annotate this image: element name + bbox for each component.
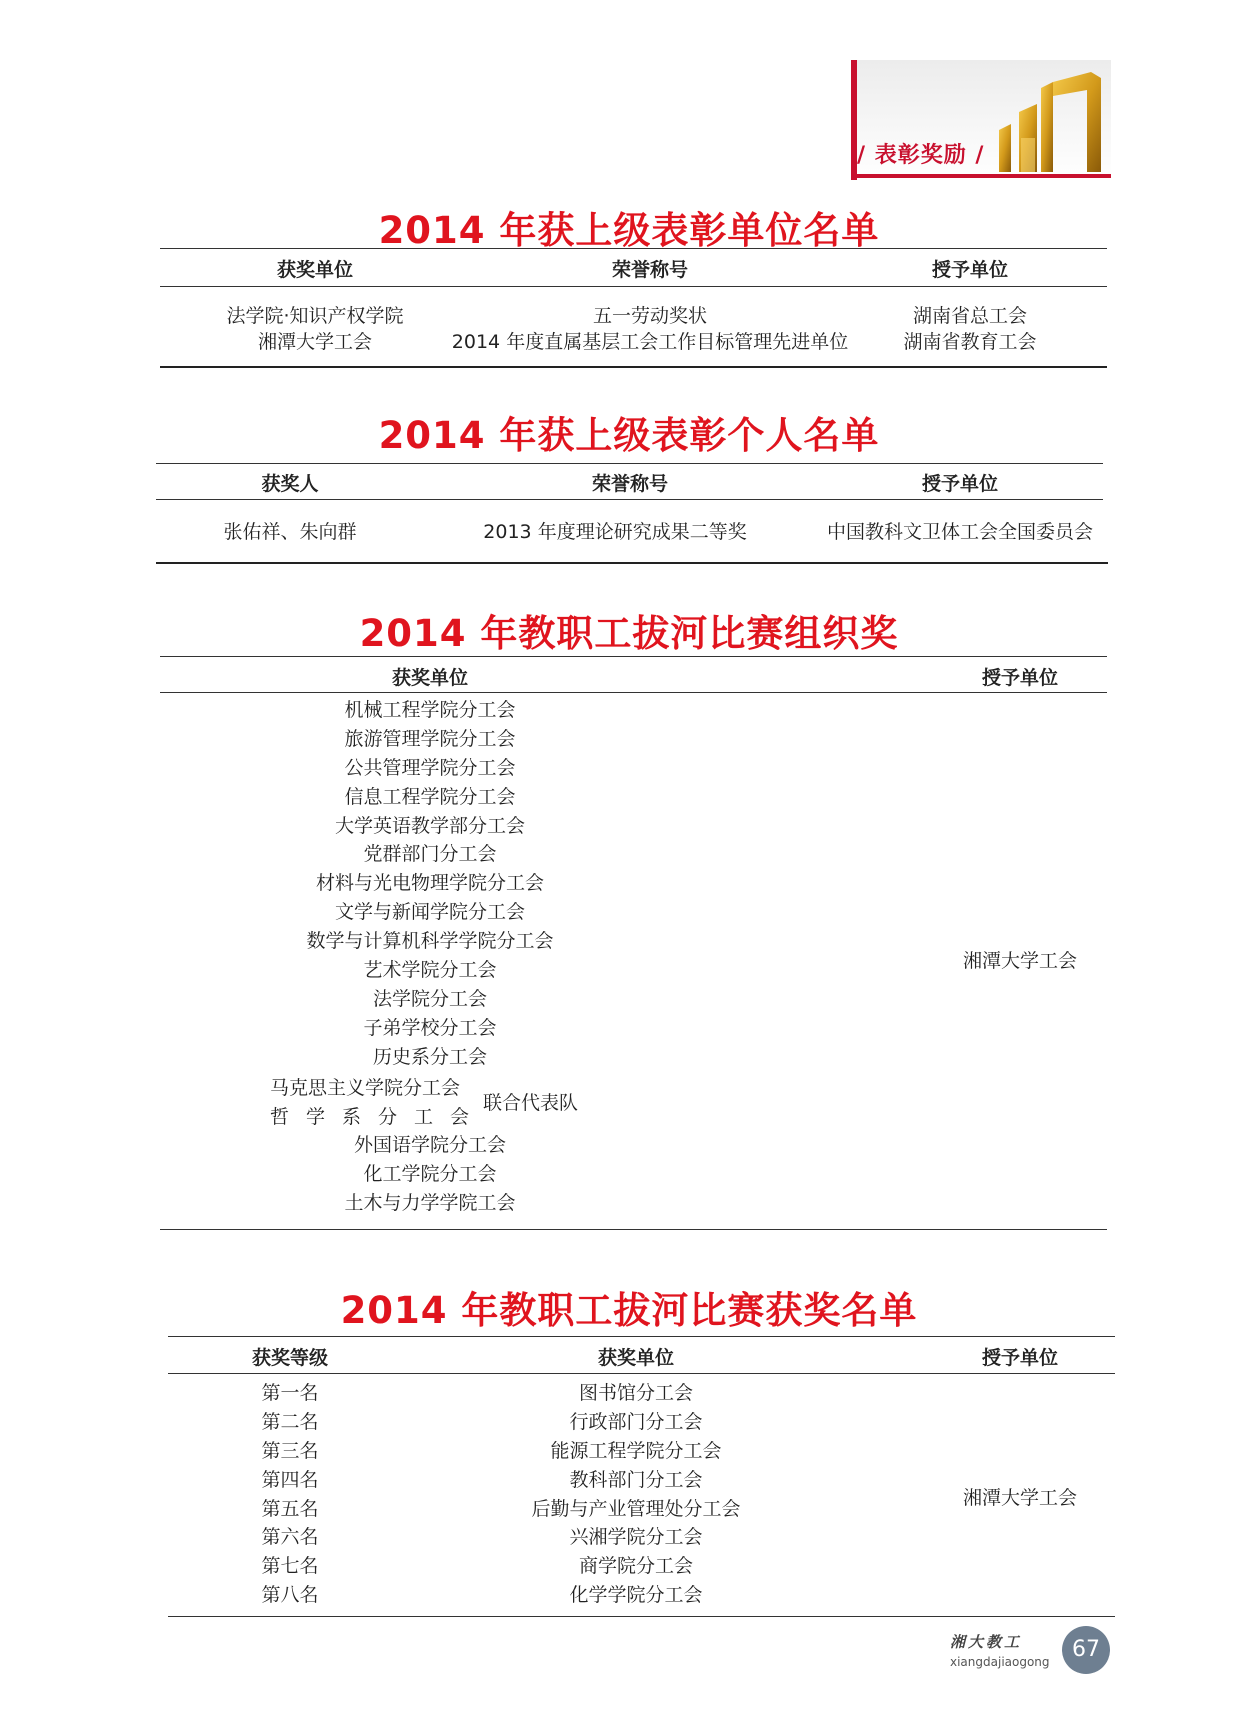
list-item: 化工学院分工会 [363,1162,497,1185]
section2-cell-grantor: 中国教科文卫体工会全国委员会 [826,521,1093,543]
magazine-name: 湘大教工 [950,1633,1023,1651]
section1-col-unit: 获奖单位 [276,259,353,281]
section1-title: 2014 年获上级表彰单位名单 [378,209,880,252]
rank-cell: 第一名 [261,1382,319,1404]
section1-col-grantor: 授予单位 [931,259,1008,281]
section2-bottom-rule [156,562,1108,564]
list-item: 数学与计算机科学学院分工会 [306,930,554,953]
section3-top-rule [160,656,1107,657]
section4-grantor: 湘潭大学工会 [962,1487,1077,1509]
section3-unit-list [160,696,700,1072]
section3-bottom-rule [160,1229,1107,1230]
unit-cell: 商学院分工会 [578,1555,693,1578]
section2-cell-honor: 2013 年度理论研究成果二等奖 [483,521,747,543]
section1-cell-grantor: 湖南省总工会 [912,305,1027,327]
section1-col-honor: 荣誉称号 [611,259,688,281]
list-item: 子弟学校分工会 [363,1016,497,1039]
rank-cell: 第六名 [261,1526,319,1549]
section1-cell-grantor: 湖南省教育工会 [903,331,1037,353]
section4-title: 2014 年教职工拔河比赛获奖名单 [340,1289,918,1332]
section-label: / 表彰奖励 / [857,143,985,168]
section3-col-grantor: 授予单位 [981,667,1058,689]
section4-col-grantor: 授予单位 [981,1347,1058,1369]
list-item: 党群部门分工会 [363,843,497,866]
section2-col-grantor: 授予单位 [921,473,998,495]
section2-col-honor: 荣誉称号 [591,473,668,495]
list-item: 大学英语教学部分工会 [334,814,525,837]
section4-rank-list [220,1379,360,1610]
section1-cell-honor: 五一劳动奖状 [592,305,707,327]
list-item: 信息工程学院分工会 [344,785,516,808]
section4-unit-list [486,1379,786,1610]
list-item: 文学与新闻学院分工会 [334,901,525,924]
section4-bottom-rule [168,1616,1115,1617]
section4-col-unit: 获奖单位 [597,1347,674,1369]
section3-header-rule [160,692,1107,693]
rank-cell: 第七名 [261,1555,319,1578]
section-header-badge [851,60,1111,180]
page-number: 67 [1062,1626,1110,1674]
section2-top-rule [156,463,1103,464]
unit-cell: 行政部门分工会 [569,1410,703,1433]
unit-cell: 兴湘学院分工会 [569,1526,703,1549]
rank-cell: 第三名 [261,1439,319,1462]
joint-team-units [270,1074,486,1132]
section2-col-person: 获奖人 [261,473,319,495]
joint-unit: 马克思主义学院分工会 [270,1077,461,1099]
unit-cell: 后勤与产业管理处分工会 [531,1497,741,1520]
rank-cell: 第五名 [261,1497,319,1520]
list-item: 机械工程学院分工会 [344,699,516,721]
rank-cell: 第四名 [261,1468,319,1491]
list-item: 外国语学院分工会 [353,1134,506,1156]
unit-cell: 化学学院分工会 [569,1584,703,1607]
list-item: 历史系分工会 [372,1045,487,1068]
section1-bottom-rule [160,366,1107,368]
section3-col-unit: 获奖单位 [391,667,468,689]
list-item: 土木与力学学院工会 [344,1191,516,1214]
section4-top-rule [168,1336,1115,1337]
section2-header-rule [156,499,1103,500]
section4-col-rank: 获奖等级 [251,1347,328,1369]
section1-header-rule [160,286,1107,287]
section1-cell-unit: 湘潭大学工会 [257,331,372,353]
badge-underline [851,174,1111,178]
unit-cell: 能源工程学院分工会 [550,1439,722,1462]
section1-cell-honor: 2014 年度直属基层工会工作目标管理先进单位 [451,331,849,353]
list-item: 艺术学院分工会 [363,959,497,982]
joint-unit: 哲学系分工会 [270,1106,487,1128]
section1-top-rule [160,248,1107,249]
section3-unit-list-continued [160,1131,700,1218]
rank-cell: 第二名 [261,1410,319,1433]
list-item: 法学院分工会 [372,987,487,1010]
section2-cell-person: 张佑祥、朱向群 [223,521,357,543]
section3-title: 2014 年教职工拔河比赛组织奖 [359,612,899,655]
list-item: 旅游管理学院分工会 [344,727,516,750]
section4-header-rule [168,1373,1115,1374]
section1-cell-unit: 法学院·知识产权学院 [226,305,404,327]
unit-cell: 教科部门分工会 [569,1468,703,1491]
joint-team-label: 联合代表队 [483,1092,579,1114]
magazine-pinyin: xiangdajiaogong [950,1655,1050,1669]
campus-gate-icon [991,68,1109,172]
list-item: 公共管理学院分工会 [344,756,516,779]
section3-grantor: 湘潭大学工会 [962,950,1077,972]
list-item: 材料与光电物理学院分工会 [315,872,544,895]
unit-cell: 图书馆分工会 [578,1382,693,1404]
section2-title: 2014 年获上级表彰个人名单 [378,414,880,457]
rank-cell: 第八名 [261,1584,319,1607]
